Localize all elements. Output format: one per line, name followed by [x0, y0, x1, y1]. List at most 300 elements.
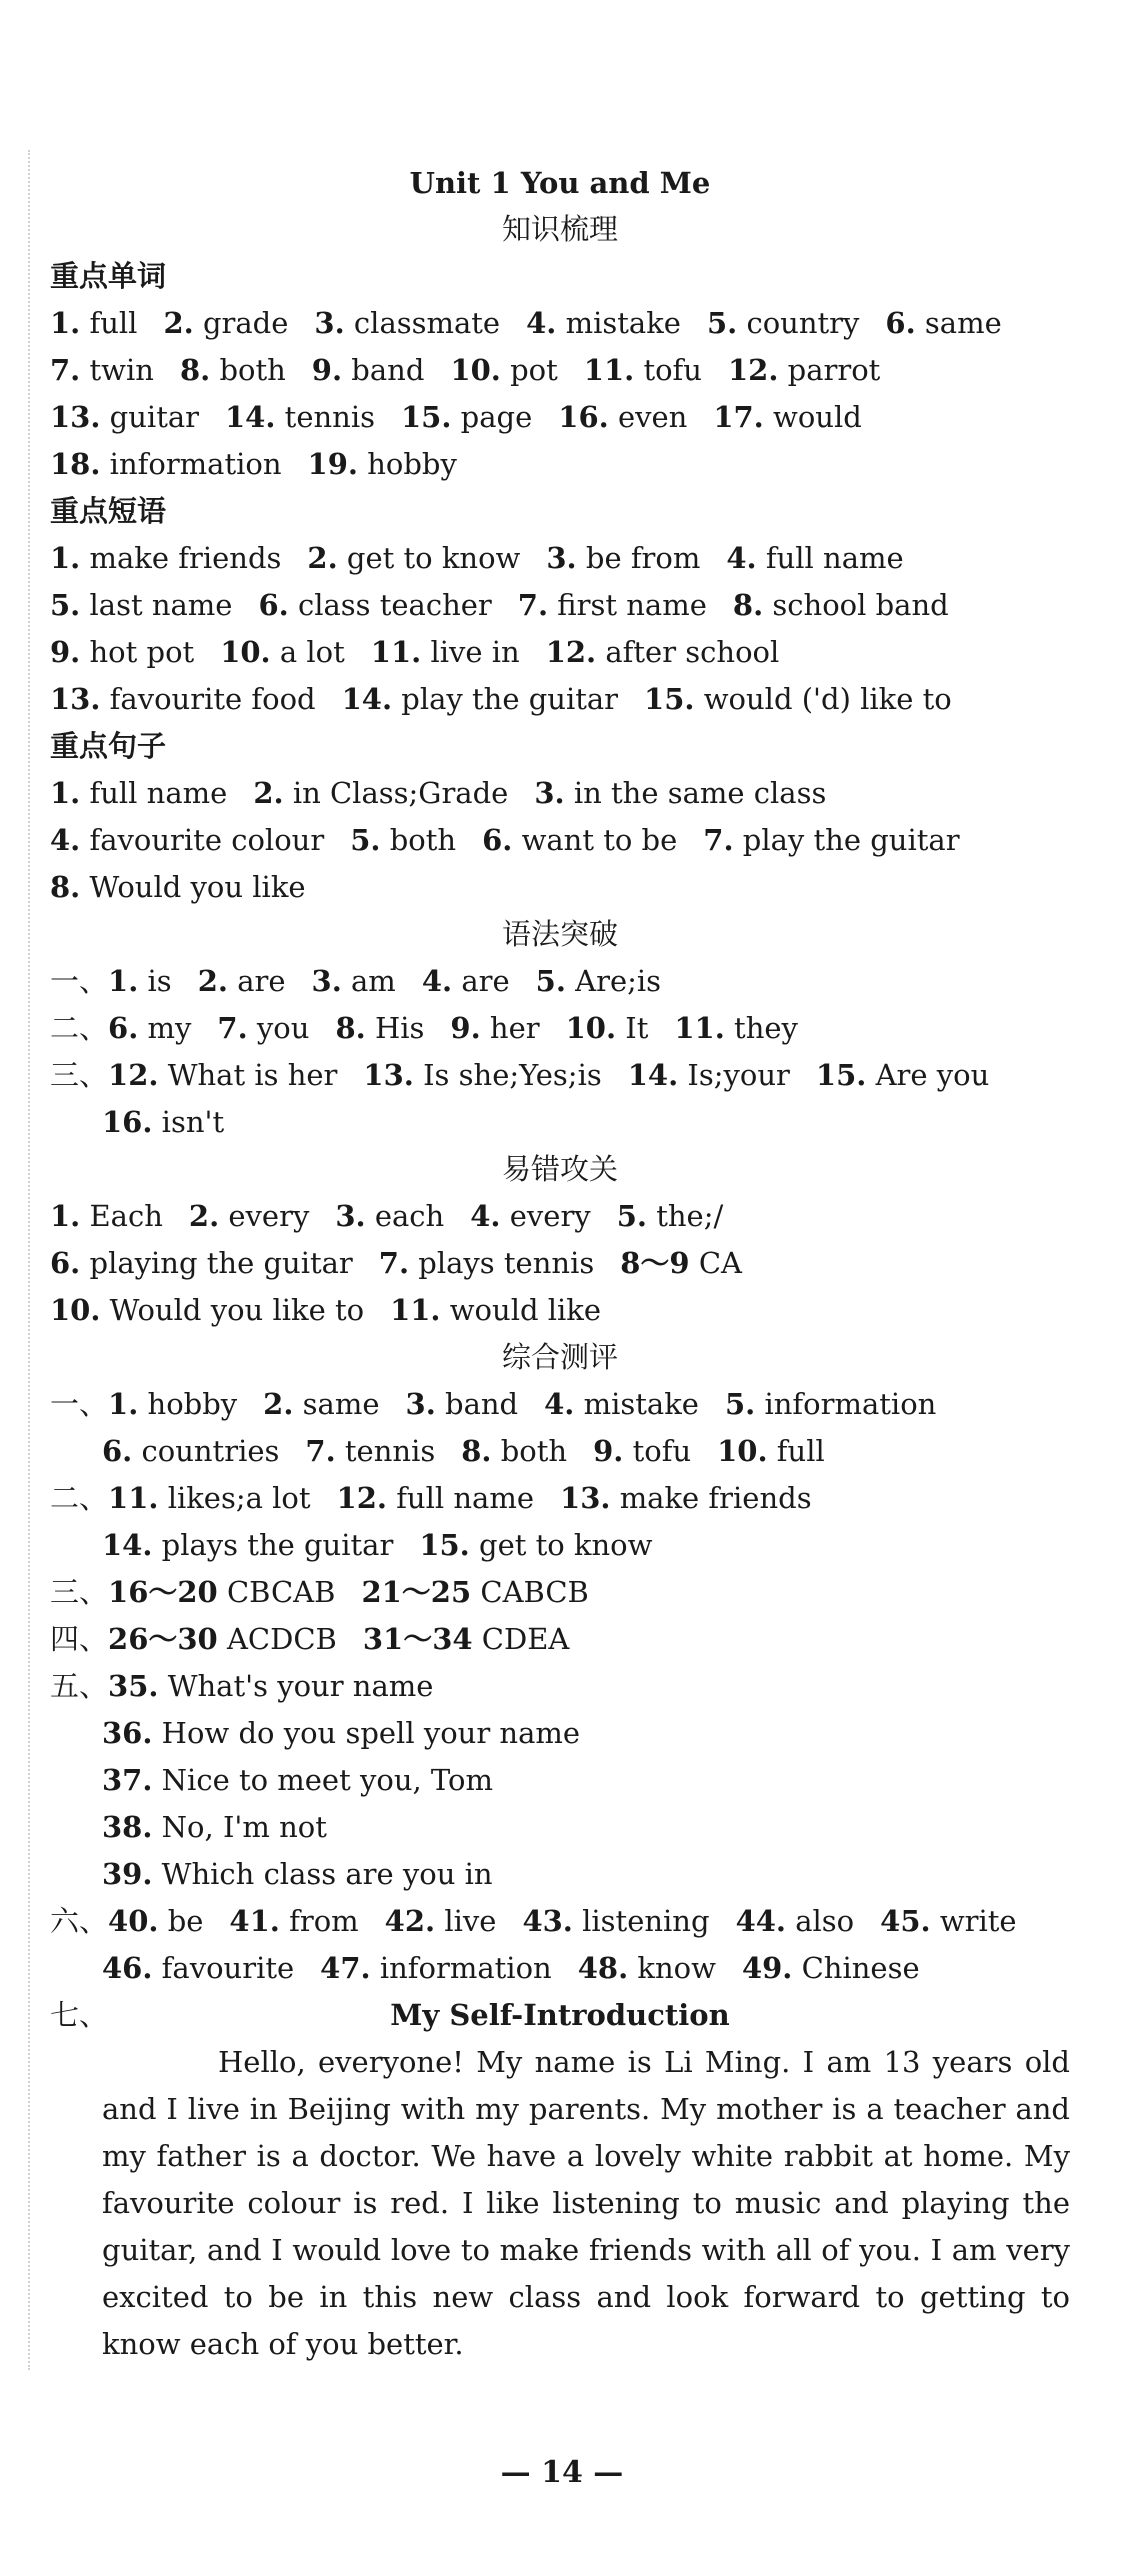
item-number: 6. — [50, 1246, 81, 1280]
item-number: 12. — [545, 635, 597, 669]
section-prefix: 一、 — [50, 1387, 109, 1421]
item-number: 4. — [470, 1199, 501, 1233]
item-number: 48. — [577, 1951, 629, 1985]
answer-item — [363, 1622, 570, 1656]
answer-item — [371, 635, 520, 669]
item-answer: from — [289, 1904, 359, 1938]
item-answer: make friends — [89, 541, 282, 575]
answer-item — [102, 1763, 493, 1797]
answer-item — [217, 1011, 309, 1045]
item-answer: What is her — [167, 1058, 338, 1092]
answer-item — [335, 1011, 424, 1045]
unit-title: Unit 1 You and Me — [409, 166, 711, 200]
answer-item — [401, 400, 532, 434]
item-answer: country — [746, 306, 860, 340]
answer-item — [50, 306, 137, 340]
item-answer: they — [734, 1011, 798, 1045]
answer-item — [108, 1575, 335, 1609]
item-answer: full — [89, 306, 138, 340]
answer-item — [108, 1481, 311, 1515]
item-number: 45. — [880, 1904, 931, 1938]
answer-line — [50, 676, 1070, 723]
item-answer: page — [460, 400, 533, 434]
item-number: 13. — [363, 1058, 414, 1092]
answer-line — [50, 1898, 1070, 1945]
item-number: 41. — [229, 1904, 280, 1938]
item-answer: every — [228, 1199, 310, 1233]
answer-item — [312, 353, 425, 387]
item-number: 18. — [50, 447, 101, 481]
section-prefix: 二、 — [50, 1011, 109, 1045]
answer-item — [342, 682, 618, 716]
item-number: 9. — [593, 1434, 624, 1468]
answer-line — [50, 300, 1070, 347]
words-heading: 重点单词 — [50, 259, 167, 293]
item-number: 2. — [253, 776, 284, 810]
item-number: 26～30 — [108, 1622, 218, 1656]
section-prefix: 五、 — [50, 1669, 109, 1703]
item-answer: get to know — [346, 541, 521, 575]
item-answer: after school — [605, 635, 780, 669]
answer-item — [385, 1904, 497, 1938]
item-answer: would like — [449, 1293, 602, 1327]
item-number: 16. — [102, 1105, 153, 1139]
item-answer: CDEA — [481, 1622, 570, 1656]
answer-item — [263, 1387, 379, 1421]
item-number: 4. — [526, 306, 557, 340]
item-number: 2. — [188, 1199, 220, 1233]
item-number: 14. — [341, 682, 393, 716]
item-answer: Are;is — [575, 964, 662, 998]
answer-item — [620, 1246, 742, 1280]
item-number: 19. — [307, 447, 358, 481]
test-lines — [50, 1381, 1070, 1992]
item-number: 4. — [544, 1387, 575, 1421]
item-number: 8. — [50, 870, 81, 904]
item-number: 11. — [108, 1481, 159, 1515]
knowledge-title: 知识梳理 — [501, 212, 618, 246]
item-answer: first name — [557, 588, 707, 622]
item-answer: Chinese — [801, 1951, 920, 1985]
item-number: 16～20 — [108, 1575, 218, 1609]
item-number: 43. — [522, 1904, 573, 1938]
item-answer: full name — [396, 1481, 535, 1515]
answer-item — [406, 1387, 519, 1421]
answer-item — [419, 1528, 652, 1562]
item-answer: CA — [698, 1246, 742, 1280]
item-answer: tofu — [643, 353, 702, 387]
item-number: 7. — [378, 1246, 410, 1280]
item-number: 1. — [50, 541, 81, 575]
answer-line — [50, 1569, 1070, 1616]
item-answer: ACDCB — [226, 1622, 337, 1656]
item-answer: Which class are you in — [161, 1857, 493, 1891]
item-answer: Are you — [875, 1058, 990, 1092]
item-number: 3. — [335, 1199, 366, 1233]
item-answer: countries — [141, 1434, 280, 1468]
item-answer: grade — [202, 306, 289, 340]
answer-item — [578, 1951, 716, 1985]
item-answer: both — [219, 353, 286, 387]
item-number: 2. — [163, 306, 194, 340]
section-prefix: 六、 — [50, 1904, 109, 1938]
item-answer: same — [302, 1387, 380, 1421]
answer-item — [482, 823, 677, 857]
answer-item — [544, 1387, 699, 1421]
item-answer: every — [509, 1199, 591, 1233]
answer-item — [305, 1434, 435, 1468]
answer-item — [628, 1058, 790, 1092]
item-answer: Nice to meet you, Tom — [161, 1763, 493, 1797]
answer-item — [102, 1857, 493, 1891]
answer-item — [728, 353, 880, 387]
sentences-heading: 重点句子 — [50, 729, 167, 763]
item-number: 15. — [815, 1058, 867, 1092]
item-number: 3. — [534, 776, 565, 810]
answer-item — [108, 1011, 191, 1045]
item-number: 5. — [616, 1199, 647, 1233]
item-answer: hot pot — [89, 635, 195, 669]
item-answer: live in — [430, 635, 520, 669]
answer-item — [102, 1105, 224, 1139]
answer-item — [726, 541, 903, 575]
answer-item — [108, 1387, 237, 1421]
answer-line — [50, 864, 1070, 911]
answer-item — [717, 1434, 825, 1468]
item-number: 10. — [717, 1434, 768, 1468]
item-answer: likes;a lot — [167, 1481, 311, 1515]
section-prefix: 三、 — [50, 1575, 109, 1609]
answer-item — [713, 400, 861, 434]
answer-item — [450, 1011, 539, 1045]
item-answer: information — [764, 1387, 937, 1421]
item-number: 13. — [50, 682, 101, 716]
item-number: 7. — [517, 588, 549, 622]
item-answer: tennis — [344, 1434, 436, 1468]
item-number: 13. — [50, 400, 101, 434]
answer-item — [102, 1716, 580, 1750]
item-answer: parrot — [787, 353, 881, 387]
item-answer: know — [637, 1951, 716, 1985]
answer-item — [198, 964, 286, 998]
item-number: 12. — [336, 1481, 387, 1515]
answer-item — [108, 964, 172, 998]
answer-item — [566, 1011, 649, 1045]
answer-item — [885, 306, 1001, 340]
item-answer: Each — [89, 1199, 163, 1233]
answer-item — [534, 776, 826, 810]
item-answer: hobby — [367, 447, 457, 481]
answer-item — [361, 1575, 588, 1609]
item-answer: band — [351, 353, 425, 387]
test-title: 综合测评 — [501, 1340, 618, 1374]
item-number: 11. — [390, 1293, 441, 1327]
item-answer: hobby — [147, 1387, 238, 1421]
answer-line — [50, 1428, 1070, 1475]
answer-item — [189, 1199, 309, 1233]
item-answer: mistake — [565, 306, 681, 340]
words-lines — [50, 300, 1070, 488]
grammar-lines — [50, 958, 1070, 1146]
item-answer: What's your name — [167, 1669, 434, 1703]
phrases-lines — [50, 535, 1070, 723]
answer-item — [674, 1011, 798, 1045]
answer-item — [736, 1904, 855, 1938]
item-answer: play the guitar — [742, 823, 960, 857]
item-number: 11. — [583, 353, 635, 387]
answer-item — [584, 353, 702, 387]
answer-line — [50, 1522, 1070, 1569]
item-answer: in the same class — [573, 776, 827, 810]
answer-line — [50, 1005, 1070, 1052]
answer-item — [558, 400, 687, 434]
item-number: 1. — [50, 776, 81, 810]
answer-line — [50, 1193, 1070, 1240]
item-answer: her — [489, 1011, 540, 1045]
answer-item — [546, 635, 780, 669]
item-number: 6. — [102, 1434, 133, 1468]
item-number: 5. — [535, 964, 566, 998]
item-number: 5. — [50, 588, 81, 622]
item-answer: be from — [585, 541, 701, 575]
item-answer: both — [500, 1434, 568, 1468]
item-number: 1. — [50, 306, 81, 340]
answer-line — [50, 1052, 1070, 1099]
item-number: 1. — [108, 1387, 139, 1421]
item-answer: my — [147, 1011, 192, 1045]
item-answer: play the guitar — [401, 682, 619, 716]
answer-item — [108, 1622, 337, 1656]
item-answer: would ('d) like to — [703, 682, 952, 716]
item-answer: favourite colour — [89, 823, 325, 857]
margin-dotted-line — [28, 150, 30, 2370]
item-answer: guitar — [109, 400, 199, 434]
answer-item — [50, 870, 306, 904]
answer-item — [50, 1293, 364, 1327]
item-answer: would — [773, 400, 862, 434]
answer-item — [50, 682, 316, 716]
answer-line — [50, 958, 1070, 1005]
item-answer: last name — [89, 588, 233, 622]
item-answer: No, I'm not — [161, 1810, 327, 1844]
answer-item — [314, 306, 500, 340]
answer-item — [350, 823, 456, 857]
answer-line — [50, 1663, 1070, 1710]
item-answer: get to know — [479, 1528, 653, 1562]
item-number: 46. — [102, 1951, 153, 1985]
item-number: 40. — [108, 1904, 159, 1938]
item-answer: a lot — [279, 635, 345, 669]
item-number: 4. — [50, 823, 81, 857]
answer-item — [50, 447, 282, 481]
item-answer: Would you like to — [109, 1293, 365, 1327]
item-number: 8. — [335, 1011, 366, 1045]
answer-item — [50, 588, 232, 622]
item-answer: school band — [772, 588, 949, 622]
answer-item — [108, 1058, 337, 1092]
item-answer: playing the guitar — [89, 1246, 353, 1280]
item-number: 2. — [307, 541, 338, 575]
item-number: 8～9 — [620, 1246, 690, 1280]
answer-line — [50, 1099, 1070, 1146]
item-answer: His — [374, 1011, 425, 1045]
item-answer: full name — [765, 541, 904, 575]
grammar-title: 语法突破 — [501, 917, 618, 951]
answer-item — [707, 306, 859, 340]
answer-line — [50, 1757, 1070, 1804]
item-answer: information — [109, 447, 282, 481]
item-number: 15. — [419, 1528, 470, 1562]
item-answer: Is she;Yes;is — [423, 1058, 602, 1092]
answer-item — [470, 1199, 590, 1233]
item-answer: same — [924, 306, 1002, 340]
item-answer: isn't — [161, 1105, 225, 1139]
answer-item — [742, 1951, 920, 1985]
item-number: 35. — [108, 1669, 159, 1703]
item-number: 12. — [108, 1058, 159, 1092]
answer-line — [50, 582, 1070, 629]
item-answer: How do you spell your name — [161, 1716, 581, 1750]
answer-item — [379, 1246, 594, 1280]
answer-item — [461, 1434, 567, 1468]
item-number: 9. — [450, 1011, 481, 1045]
answer-item — [50, 776, 227, 810]
item-answer: in Class;Grade — [292, 776, 509, 810]
errors-lines — [50, 1193, 1070, 1334]
item-answer: It — [625, 1011, 649, 1045]
answer-item — [180, 353, 286, 387]
answer-line — [50, 441, 1070, 488]
answer-item — [725, 1387, 936, 1421]
answer-item — [50, 823, 324, 857]
item-answer: be — [167, 1904, 204, 1938]
sentences-lines — [50, 770, 1070, 911]
answer-item — [337, 1481, 534, 1515]
answer-line — [50, 770, 1070, 817]
item-number: 17. — [713, 400, 764, 434]
answer-item — [50, 1246, 353, 1280]
answer-item — [253, 776, 508, 810]
item-answer: the;/ — [656, 1199, 724, 1233]
answer-item — [526, 306, 681, 340]
item-number: 9. — [311, 353, 343, 387]
answer-item — [644, 682, 952, 716]
answer-line — [50, 817, 1070, 864]
answer-item — [108, 1669, 433, 1703]
item-number: 6. — [885, 306, 916, 340]
item-number: 42. — [384, 1904, 436, 1938]
item-number: 39. — [102, 1857, 153, 1891]
item-number: 21～25 — [361, 1575, 472, 1609]
item-number: 10. — [50, 1293, 101, 1327]
item-number: 8. — [461, 1434, 492, 1468]
answer-line — [50, 629, 1070, 676]
answer-item — [816, 1058, 989, 1092]
answer-line — [50, 1381, 1070, 1428]
answer-line — [50, 1804, 1070, 1851]
answer-line — [50, 1945, 1070, 1992]
item-answer: both — [389, 823, 457, 857]
item-answer: favourite — [161, 1951, 295, 1985]
item-number: 14. — [225, 400, 276, 434]
item-number: 11. — [370, 635, 422, 669]
answer-item — [518, 588, 707, 622]
answer-item — [102, 1528, 393, 1562]
item-number: 10. — [220, 635, 271, 669]
item-number: 49. — [741, 1951, 793, 1985]
item-number: 3. — [314, 306, 345, 340]
essay-text: Hello, everyone! My name is Li Ming. I am 13 years old and I live in Beijing with my parents. My mother is a teacher and my father is a doctor. We have a lovely white rabbit at home. My favourite colour is red. I like listening to music and playing the guitar, and I would love to make friends with all of you. I am very excited to be in this new class and look forward to getting to know each of you better. — [102, 2045, 1070, 2361]
answer-item — [703, 823, 959, 857]
essay-title: My Self-Introduction — [390, 1998, 730, 2032]
page-number: — 14 — — [500, 2455, 624, 2490]
answer-item — [108, 1904, 203, 1938]
answer-item — [225, 400, 375, 434]
item-number: 6. — [258, 588, 289, 622]
answer-item — [220, 635, 345, 669]
item-number: 4. — [421, 964, 453, 998]
item-answer: Is;your — [687, 1058, 790, 1092]
item-number: 5. — [706, 306, 738, 340]
item-number: 36. — [102, 1716, 153, 1750]
item-number: 3. — [546, 541, 577, 575]
item-number: 5. — [724, 1387, 756, 1421]
item-number: 2. — [197, 964, 228, 998]
item-number: 7. — [305, 1434, 336, 1468]
answer-item — [390, 1293, 601, 1327]
section-prefix: 四、 — [50, 1622, 109, 1656]
answer-item — [312, 964, 396, 998]
item-number: 1. — [108, 964, 139, 998]
answer-line — [50, 1710, 1070, 1757]
item-number: 11. — [674, 1011, 725, 1045]
answer-item — [522, 1904, 709, 1938]
item-answer: tofu — [632, 1434, 692, 1468]
item-number: 8. — [179, 353, 211, 387]
item-number: 10. — [450, 353, 501, 387]
answer-item — [617, 1199, 724, 1233]
item-number: 15. — [644, 682, 695, 716]
item-answer: class teacher — [297, 588, 492, 622]
answer-item — [880, 1904, 1016, 1938]
item-answer: pot — [510, 353, 558, 387]
item-answer: band — [445, 1387, 519, 1421]
item-answer: favourite food — [109, 682, 316, 716]
answer-line — [50, 1240, 1070, 1287]
answer-line — [50, 347, 1070, 394]
answer-item — [258, 588, 491, 622]
answer-line — [50, 394, 1070, 441]
item-number: 38. — [102, 1810, 153, 1844]
essay-heading — [50, 1992, 1070, 2039]
section-prefix: 一、 — [50, 964, 109, 998]
answer-item — [307, 541, 520, 575]
item-number: 31～34 — [362, 1622, 473, 1656]
item-number: 7. — [703, 823, 734, 857]
item-answer: CBCAB — [226, 1575, 336, 1609]
answer-page — [50, 160, 1070, 2368]
answer-item — [102, 1810, 327, 1844]
item-number: 5. — [350, 823, 381, 857]
item-answer: Would you like — [89, 870, 306, 904]
answer-item — [229, 1904, 358, 1938]
item-answer: tennis — [284, 400, 375, 434]
answer-item — [50, 635, 194, 669]
item-answer: classmate — [353, 306, 501, 340]
section-prefix: 三、 — [50, 1058, 109, 1092]
answer-line — [50, 1851, 1070, 1898]
item-number: 37. — [102, 1763, 153, 1797]
